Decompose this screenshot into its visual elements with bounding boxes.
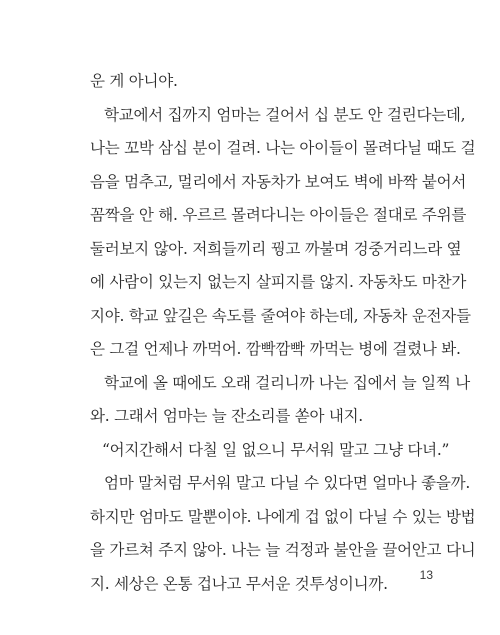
dialogue-line: “어지간해서 다칠 일 없으니 무서워 말고 그냥 다녀.” [102, 440, 450, 459]
text-line: 학교에서 집까지 엄마는 걸어서 십 분도 안 걸린다는데, [104, 105, 466, 124]
text-line: 엄마 말처럼 무서워 말고 다닐 수 있다면 얼마나 좋을까. [104, 474, 471, 492]
text-line: 하지만 엄마도 말뿐이야. 나에게 겁 없이 다닐 수 있는 방법 [90, 507, 476, 526]
text-line: 나는 꼬박 삼십 분이 걸려. 나는 아이들이 몰려다닐 때도 걸 [90, 139, 476, 157]
text-line: 은 그걸 언제나 까먹어. 깜빡깜빡 까먹는 병에 걸렸나 봐. [90, 340, 461, 358]
text-line: 지. 세상은 온통 겁나고 무서운 것투성이니까. [90, 574, 388, 593]
text-line: 와. 그래서 엄마는 늘 잔소리를 쏟아 내지. [90, 407, 363, 425]
text-line: 둘러보지 않아. 저희들끼리 꿩고 까불며 겅중거리느라 옆 [90, 239, 462, 258]
body-text [90, 65, 476, 601]
page-number: 13 [419, 568, 433, 582]
text-line: 에 사람이 있는지 없는지 살피지를 않지. 자동차도 마찬가 [90, 273, 467, 291]
text-line: 학교에 올 때에도 오래 걸리니까 나는 집에서 늘 일찍 나 [104, 373, 471, 392]
text-line: 지야. 학교 앞길은 속도를 줄여야 하는데, 자동차 운전자들 [90, 306, 471, 325]
text-line: 을 가르쳐 주지 않아. 나는 늘 걱정과 불안을 끌어안고 다니 [90, 541, 476, 559]
text-line: 운 게 아니야. [90, 72, 178, 90]
text-line: 음을 멈추고, 멀리에서 자동차가 보여도 벽에 바짝 붙어서 [90, 172, 467, 191]
text-line: 꼼짝을 안 해. 우르르 몰려다니는 아이들은 절대로 주위를 [90, 206, 467, 224]
